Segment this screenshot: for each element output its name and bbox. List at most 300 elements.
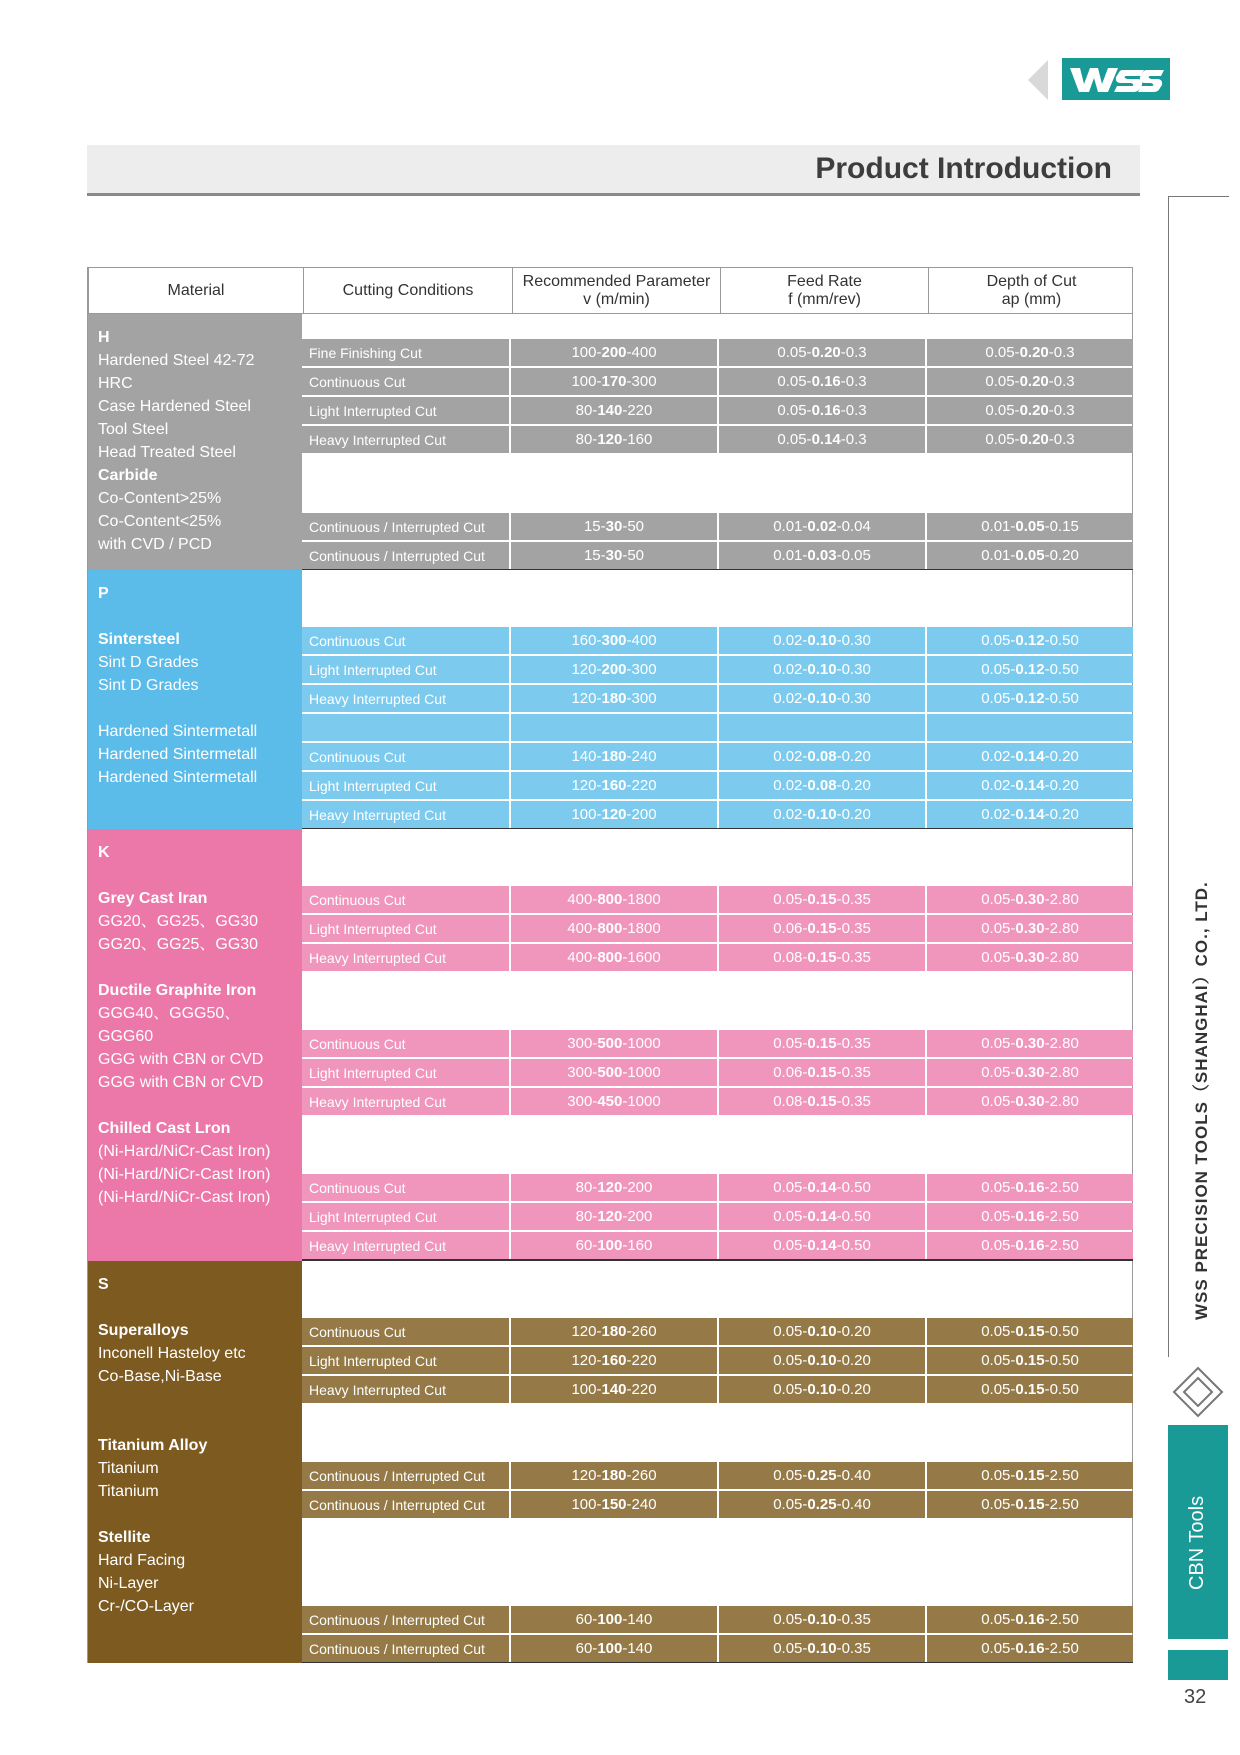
depth-value-range: 0.05- [981,1179,1016,1196]
material-line: GGG with CBN or CVD [98,1051,264,1068]
speed-value-range: -200 [622,1179,653,1196]
feed-value-recommended: 0.10 [807,1352,837,1369]
table-row [302,1232,1133,1259]
cutting-condition: Heavy Interrupted Cut [309,1093,446,1110]
speed-value [511,397,717,424]
depth-value-range: -2.80 [1044,1064,1079,1081]
header-feed-rate-label: Feed Rate [787,272,862,290]
speed-value-range: 400- [567,891,598,908]
speed-value-range: -1000 [622,1093,661,1110]
column-separator [925,772,927,799]
material-line: GG20、GG25、GG30 [98,936,259,953]
speed-value-range: 400- [567,949,598,966]
depth-value-recommended: 0.05 [1015,547,1045,564]
speed-value-range: -200 [622,1208,653,1225]
material-line [98,1296,292,1319]
cutting-condition: Heavy Interrupted Cut [309,431,446,448]
depth-value [927,627,1133,654]
column-separator [717,915,719,942]
speed-value [511,1376,717,1403]
wss-logo [1062,58,1170,100]
table-header [88,267,1133,314]
depth-value-recommended: 0.16 [1015,1611,1045,1628]
table-row [302,542,1133,569]
speed-value-range: -220 [626,777,657,794]
speed-value [511,1318,717,1345]
feed-value-range: -0.20 [836,777,871,794]
depth-value-range: 0.02- [981,748,1016,765]
feed-value-range: 0.05- [773,1179,808,1196]
depth-value-recommended: 0.20 [1019,431,1049,448]
header-feed-rate [721,268,929,313]
material-line: Sint D Grades [98,654,199,671]
feed-value-range: -0.3 [840,373,867,390]
feed-value-range: 0.02- [773,661,808,678]
category-tab-footer [1168,1650,1228,1680]
speed-value [511,1491,717,1518]
speed-value-range: 120- [571,1323,602,1340]
conditions-area [302,829,1133,1259]
header-material [89,268,304,313]
table-row [302,513,1133,540]
speed-value-range: -260 [626,1323,657,1340]
column-separator [509,656,511,683]
speed-value-range: 60- [575,1640,598,1657]
speed-value [511,714,717,741]
speed-value-range: 80- [575,431,598,448]
column-separator [925,714,927,741]
column-separator [509,886,511,913]
speed-value [511,1174,717,1201]
category-label: CBN Tools [1186,1495,1208,1590]
speed-value-recommended: 200 [601,344,627,361]
material-line [98,956,292,979]
depth-value [927,1232,1133,1259]
feed-value-range: -0.35 [836,1064,871,1081]
table-row [302,944,1133,971]
depth-value [927,1462,1133,1489]
column-separator [925,1318,927,1345]
speed-value-range: 300- [567,1064,598,1081]
material-group-title: P [98,585,109,602]
depth-value-range: -2.50 [1044,1496,1079,1513]
material-line: Ni-Layer [98,1575,159,1592]
feed-value-range: -0.20 [836,1352,871,1369]
cutting-condition: Heavy Interrupted Cut [309,1237,446,1254]
section-h [88,314,1133,570]
speed-value-range: 300- [567,1093,598,1110]
feed-value-range: 0.06- [773,1064,808,1081]
conditions-area [302,1261,1133,1661]
material-group-title: Carbide [98,467,158,484]
depth-value-range: 0.05- [981,1064,1016,1081]
depth-value [927,1376,1133,1403]
material-group [98,720,292,789]
feed-value-recommended: 0.16 [811,402,841,419]
speed-value-range: 300- [567,1035,598,1052]
column-separator [717,1059,719,1086]
cutting-condition: Light Interrupted Cut [309,1208,437,1225]
depth-value-range: -0.20 [1044,806,1079,823]
depth-value [927,1059,1133,1086]
speed-value [511,1606,717,1633]
feed-value-range: -0.50 [836,1179,871,1196]
material-line: with CVD / PCD [98,536,212,553]
cutting-condition: Heavy Interrupted Cut [309,690,446,707]
table-row [302,772,1133,799]
column-separator [509,542,511,569]
material-line: (Ni-Hard/NiCr-Cast Iron) [98,1189,271,1206]
speed-value-recommended: 160 [601,1352,627,1369]
feed-value-range: -0.40 [836,1496,871,1513]
column-separator [925,1347,927,1374]
depth-value [927,1635,1133,1662]
depth-value-recommended: 0.30 [1015,949,1045,966]
speed-value-recommended: 180 [601,690,627,707]
column-separator [509,627,511,654]
speed-value [511,1347,717,1374]
speed-value-recommended: 100 [597,1237,623,1254]
column-separator [717,1462,719,1489]
depth-value-range: -2.50 [1044,1208,1079,1225]
feed-value [719,1232,925,1259]
material-line: GG20、GG25、GG30 [98,913,259,930]
column-separator [925,886,927,913]
depth-value [927,1030,1133,1057]
depth-value-range: -0.50 [1044,632,1079,649]
cutting-condition: Fine Finishing Cut [309,344,422,361]
depth-value-range: -0.3 [1048,431,1075,448]
depth-value-recommended: 0.20 [1019,402,1049,419]
depth-value [927,656,1133,683]
depth-value [927,1088,1133,1115]
speed-value-range: 100- [571,806,602,823]
speed-value-range: 80- [575,1208,598,1225]
column-separator [717,1491,719,1518]
header-depth-of-cut [929,268,1134,313]
table-row [302,801,1133,828]
feed-value [719,1606,925,1633]
feed-value-range: 0.01- [773,518,808,535]
feed-value-range: 0.05- [777,344,812,361]
material-group [98,1434,292,1526]
material-group-title: K [98,844,110,861]
speed-value [511,542,717,569]
material-line: Co-Base,Ni-Base [98,1368,222,1385]
speed-value-range: -400 [626,632,657,649]
speed-value-range: 120- [571,1467,602,1484]
column-separator [925,1203,927,1230]
depth-value-recommended: 0.16 [1015,1640,1045,1657]
table-row [302,1347,1133,1374]
table-row [302,915,1133,942]
column-separator [717,685,719,712]
feed-value-range: -0.35 [836,891,871,908]
depth-value-range: 0.05- [981,1467,1016,1484]
feed-value-range: 0.02- [773,777,808,794]
feed-value [719,772,925,799]
depth-value [927,944,1133,971]
feed-value-range: -0.50 [836,1208,871,1225]
speed-value-range: 400- [567,920,598,937]
feed-value-recommended: 0.14 [807,1237,837,1254]
cutting-condition: Light Interrupted Cut [309,661,437,678]
material-line [98,1411,292,1434]
speed-value-range: 60- [575,1237,598,1254]
column-separator [925,1635,927,1662]
depth-value-recommended: 0.12 [1015,661,1045,678]
cutting-condition: Light Interrupted Cut [309,402,437,419]
material-line: Titanium [98,1460,159,1477]
material-group [98,628,292,720]
feed-value [719,627,925,654]
feed-value-range: 0.05- [773,1611,808,1628]
feed-value-range: -0.3 [840,344,867,361]
column-separator [925,397,927,424]
cutting-condition: Heavy Interrupted Cut [309,1381,446,1398]
column-separator [925,944,927,971]
speed-value-range: -1000 [622,1035,661,1052]
column-separator [509,397,511,424]
column-separator [509,801,511,828]
speed-value-range: -1000 [622,1064,661,1081]
material-line: (Ni-Hard/NiCr-Cast Iron) [98,1166,271,1183]
depth-value-range: -0.20 [1044,748,1079,765]
column-separator [925,685,927,712]
feed-value-range: 0.02- [773,748,808,765]
speed-value-recommended: 300 [601,632,627,649]
speed-value-range: 120- [571,690,602,707]
speed-value-range: 100- [571,344,602,361]
company-name: WSS PRECISION TOOLS（SHANGHAI）CO., LTD. [1192,881,1211,1320]
speed-value-recommended: 180 [601,748,627,765]
material-line: Hard Facing [98,1552,186,1569]
depth-value-recommended: 0.15 [1015,1467,1045,1484]
header-material-label: Material [167,281,225,299]
depth-value-range: 0.05- [981,1093,1016,1110]
material-group [98,1319,292,1434]
cutting-condition: Continuous / Interrupted Cut [309,1467,485,1484]
feed-value-range: 0.02- [773,632,808,649]
depth-value-range: 0.05- [981,1496,1016,1513]
speed-value [511,426,717,453]
speed-value-recommended: 800 [597,920,623,937]
material-group-title: Ductile Graphite Iron [98,982,257,999]
feed-value [719,886,925,913]
cutting-condition: Continuous Cut [309,748,406,765]
table-row [302,1088,1133,1115]
cutting-condition: Light Interrupted Cut [309,1064,437,1081]
depth-value [927,426,1133,453]
column-separator [925,1462,927,1489]
table-row [302,1462,1133,1489]
feed-value-range: 0.05- [777,431,812,448]
speed-value [511,772,717,799]
depth-value [927,1606,1133,1633]
column-separator [509,685,511,712]
column-separator [509,1030,511,1057]
column-separator [925,339,927,366]
material-line [98,605,292,628]
table-row [302,685,1133,712]
cutting-parameters-table [87,267,1132,1663]
depth-value-range: -0.50 [1044,661,1079,678]
speed-value-range: -160 [622,1237,653,1254]
column-separator [717,1174,719,1201]
depth-value-range: 0.05- [985,373,1020,390]
material-line: Tool Steel [98,421,169,438]
column-separator [925,542,927,569]
table-row [302,1318,1133,1345]
depth-value [927,513,1133,540]
material-line: Hardened Sintermetall [98,723,258,740]
feed-value-range: -0.20 [836,806,871,823]
material-line: Inconell Hasteloy etc [98,1345,246,1362]
speed-value-range: 100- [571,1381,602,1398]
material-cell [88,829,302,1261]
column-separator [509,1491,511,1518]
depth-value-range: 0.05- [981,891,1016,908]
cutting-condition: Continuous Cut [309,1323,406,1340]
feed-value-recommended: 0.10 [807,806,837,823]
section-p [88,570,1133,829]
column-separator [509,1232,511,1259]
speed-value-range: -220 [626,1352,657,1369]
column-separator [717,1606,719,1633]
table-row [302,886,1133,913]
feed-value-range: -0.05 [836,547,871,564]
table-row [302,714,1133,741]
speed-value-range: -300 [626,661,657,678]
speed-value [511,743,717,770]
speed-value-range: -220 [626,1381,657,1398]
depth-value-recommended: 0.16 [1015,1208,1045,1225]
depth-value-range: -0.50 [1044,690,1079,707]
column-separator [925,426,927,453]
depth-value [927,772,1133,799]
depth-value-range: 0.05- [985,344,1020,361]
depth-value-recommended: 0.14 [1015,806,1045,823]
speed-value-recommended: 800 [597,891,623,908]
feed-value [719,1462,925,1489]
feed-value-range: 0.02- [773,806,808,823]
feed-value-range: 0.05- [773,1237,808,1254]
speed-value-range: -50 [622,518,645,535]
speed-value-range: 120- [571,777,602,794]
feed-value-range: -0.30 [836,690,871,707]
table-row [302,1606,1133,1633]
depth-value-range: -2.80 [1044,891,1079,908]
speed-value [511,915,717,942]
feed-value-range: 0.06- [773,920,808,937]
depth-value-range: -0.50 [1044,1323,1079,1340]
header-depth-of-cut-unit: ap (mm) [1001,290,1062,308]
depth-value-range: 0.05- [985,431,1020,448]
feed-value [719,397,925,424]
feed-value-recommended: 0.25 [807,1467,837,1484]
speed-value-recommended: 150 [601,1496,627,1513]
feed-value-range: 0.02- [773,690,808,707]
feed-value [719,801,925,828]
speed-value-range: 80- [575,402,598,419]
depth-value-range: -0.15 [1044,518,1079,535]
feed-value [719,1030,925,1057]
table-row [302,397,1133,424]
depth-value [927,1174,1133,1201]
material-line: GGG40、GGG50、GGG60 [98,1005,241,1045]
material-line: (Ni-Hard/NiCr-Cast Iron) [98,1143,271,1160]
depth-value [927,1347,1133,1374]
depth-value-recommended: 0.12 [1015,632,1045,649]
depth-value [927,1203,1133,1230]
depth-value-range: 0.05- [981,1035,1016,1052]
depth-value-range: -2.80 [1044,1035,1079,1052]
depth-value-range: 0.05- [981,1323,1016,1340]
column-separator [717,368,719,395]
feed-value-range: 0.05- [773,1208,808,1225]
conditions-area [302,570,1133,827]
speed-value-range: -200 [626,806,657,823]
material-line: Hardened Steel 42-72 HRC [98,352,255,392]
speed-value [511,1462,717,1489]
feed-value [719,426,925,453]
speed-value-range: -140 [622,1640,653,1657]
depth-value-recommended: 0.30 [1015,1064,1045,1081]
column-separator [717,426,719,453]
material-group-title: H [98,329,110,346]
depth-value-range: 0.05- [981,1381,1016,1398]
speed-value [511,801,717,828]
depth-value-range: 0.05- [981,661,1016,678]
table-row [302,743,1133,770]
depth-value-range: 0.01- [981,547,1016,564]
material-line [98,697,292,720]
material-group-title: Sintersteel [98,631,180,648]
depth-value-range: -0.3 [1048,373,1075,390]
speed-value-range: -300 [626,373,657,390]
feed-value-recommended: 0.03 [807,547,837,564]
feed-value [719,1347,925,1374]
header-cutting-conditions-label: Cutting Conditions [342,281,474,299]
feed-value [719,944,925,971]
column-separator [717,513,719,540]
feed-value [719,542,925,569]
depth-value-range: 0.05- [985,402,1020,419]
speed-value [511,1203,717,1230]
feed-value-range: 0.05- [773,1496,808,1513]
feed-value-recommended: 0.14 [807,1208,837,1225]
feed-value [719,685,925,712]
column-separator [717,772,719,799]
material-group [98,979,292,1117]
material-line: Head Treated Steel [98,444,236,461]
column-separator [717,886,719,913]
material-group-title: Titanium Alloy [98,1437,208,1454]
material-cell [88,570,302,829]
feed-value-range: -0.35 [836,1093,871,1110]
speed-value [511,685,717,712]
speed-value-recommended: 120 [597,431,623,448]
speed-value-recommended: 100 [597,1611,623,1628]
feed-value-recommended: 0.10 [807,1381,837,1398]
table-row [302,368,1133,395]
depth-value-range: -2.50 [1044,1611,1079,1628]
column-separator [925,915,927,942]
table-row [302,627,1133,654]
column-separator [925,656,927,683]
speed-value-range: 100- [571,373,602,390]
depth-value-recommended: 0.15 [1015,1381,1045,1398]
